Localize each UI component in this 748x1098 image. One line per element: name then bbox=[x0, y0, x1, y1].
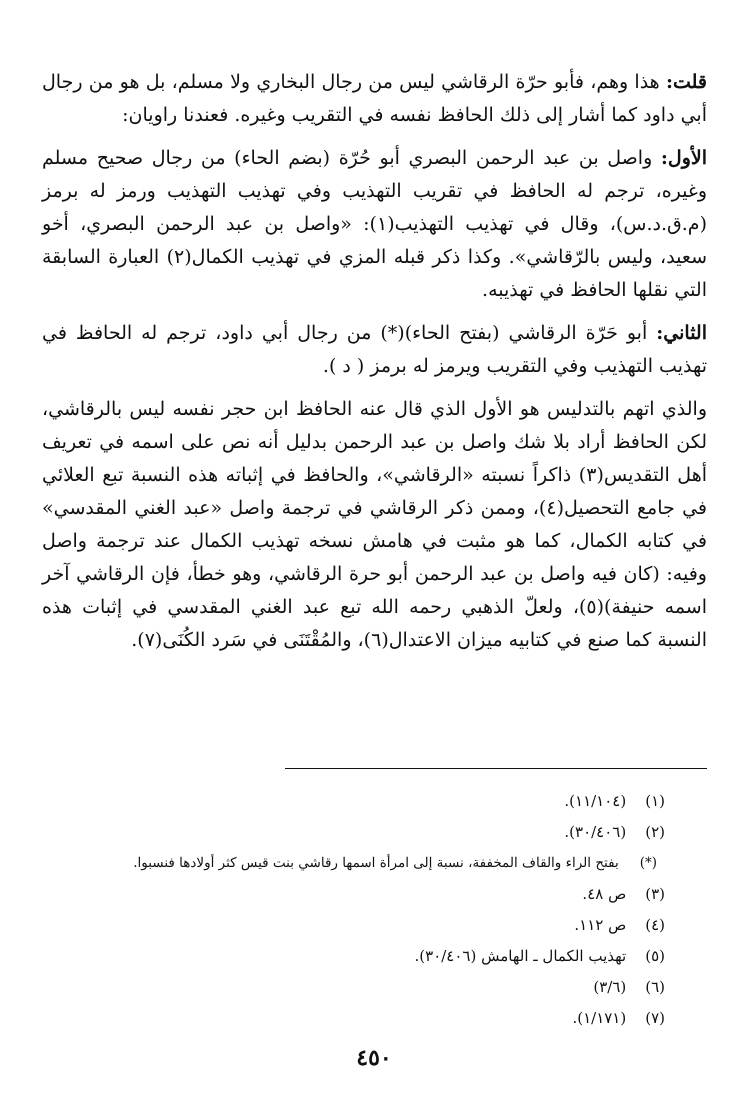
footnote-5 bbox=[42, 941, 707, 972]
footnote-1-text: (١١/١٠٤). bbox=[564, 792, 627, 810]
footnote-5-number: (٥) bbox=[645, 947, 665, 965]
paragraph-4 bbox=[42, 393, 707, 657]
paragraph-3-lead: الثاني: bbox=[656, 322, 707, 344]
footnote-2-text: (٣٠/٤٠٦). bbox=[564, 823, 627, 841]
paragraph-4-text: والذي اتهم بالتدليس هو الأول الذي قال عنه الحافظ ابن حجر نفسه ليس بالرقاشي، لكن الحافظ أراد بلا شك واصل بن عبد الرحمن بدليل أنه نص على اسمه في تعريف أهل التقديس(٣) ذاكراً نسبته «الرقاشي»، والحافظ في إثباته هذه النسبة تبع العلائي في جامع التحصيل(٤)، وممن ذكر الرقاشي في ترجمة واصل «عبد الغني المقدسي» في كتابه الكمال، كما هو مثبت في هامش نسخه تهذيب الكمال عند ترجمة واصل وفيه: (كان فيه واصل بن عبد الرحمن أبو حرة الرقاشي، وهو خطأ، فإن الرقاشي آخر اسمه حنيفة)(٥)، ولعلّ الذهبي رحمه الله تبع عبد الغني المقدسي في إثبات هذه النسبة كما صنع في كتابيه ميزان الاعتدال(٦)، والمُقْتَنَى في سَرد الكُنَى(٧). bbox=[42, 398, 707, 651]
page-body bbox=[42, 66, 707, 657]
footnote-7-text: (١/١٧١). bbox=[572, 1009, 627, 1027]
footnotes bbox=[42, 786, 707, 1034]
page-number: ٤٥٠ bbox=[356, 1045, 392, 1071]
paragraph-2 bbox=[42, 142, 707, 307]
footnote-1 bbox=[42, 786, 707, 817]
footnote-7 bbox=[42, 1003, 707, 1034]
footnote-2 bbox=[42, 817, 707, 848]
paragraph-2-text: واصل بن عبد الرحمن البصري أبو حُرّة (بضم الحاء) من رجال صحيح مسلم وغيره، ترجم له الحافظ في تقريب التهذيب وفي تهذيب التهذيب ورمز له برمز (م.ق.د.س)، وقال في تهذيب التهذيب(١): «واصل بن عبد الرحمن البصري، أخو سعيد، وليس بالرّقاشي». وكذا ذكر قبله المزي في تهذيب الكمال(٢) العبارة السابقة التي نقلها الحافظ في تهذيبه. bbox=[42, 147, 707, 301]
paragraph-1-lead: قلت: bbox=[665, 71, 707, 93]
footnote-7-number: (٧) bbox=[645, 1009, 665, 1027]
footnote-1-number: (١) bbox=[645, 792, 665, 810]
footnote-5-text: تهذيب الكمال ـ الهامش (٣٠/٤٠٦). bbox=[414, 947, 627, 965]
footnote-star-number: (*) bbox=[639, 855, 657, 871]
footnote-6 bbox=[42, 972, 707, 1003]
footnote-3 bbox=[42, 879, 707, 910]
paragraph-3-text: أبو حَرّة الرقاشي (بفتح الحاء)(*) من رجال أبي داود، ترجم له الحافظ في تهذيب التهذيب وفي التقريب ويرمز له برمز ( د ). bbox=[42, 322, 707, 377]
footnote-star bbox=[42, 848, 707, 879]
footnote-6-text: (٣/٦) bbox=[593, 978, 627, 996]
paragraph-1-text: هذا وهم، فأبو حرّة الرقاشي ليس من رجال البخاري ولا مسلم، بل هو من رجال أبي داود كما أشار إلى ذلك الحافظ نفسه في التقريب وغيره. فعندنا راويان: bbox=[42, 71, 707, 126]
footnote-6-number: (٦) bbox=[645, 978, 665, 996]
footnote-divider bbox=[285, 768, 707, 769]
footnote-4 bbox=[42, 910, 707, 941]
paragraph-2-lead: الأول: bbox=[660, 147, 707, 169]
footnote-4-number: (٤) bbox=[645, 916, 665, 934]
paragraph-1 bbox=[42, 66, 707, 132]
footnote-4-text: ص ١١٢. bbox=[574, 916, 627, 934]
footnote-3-text: ص ٤٨. bbox=[582, 885, 627, 903]
footnote-3-number: (٣) bbox=[645, 885, 665, 903]
paragraph-3 bbox=[42, 317, 707, 383]
footnote-star-text: بفتح الراء والقاف المخففة، نسبة إلى امرأة اسمها رقاشي بنت قيس كثر أولادها فنسبوا. bbox=[133, 855, 619, 871]
footnote-2-number: (٢) bbox=[645, 823, 665, 841]
